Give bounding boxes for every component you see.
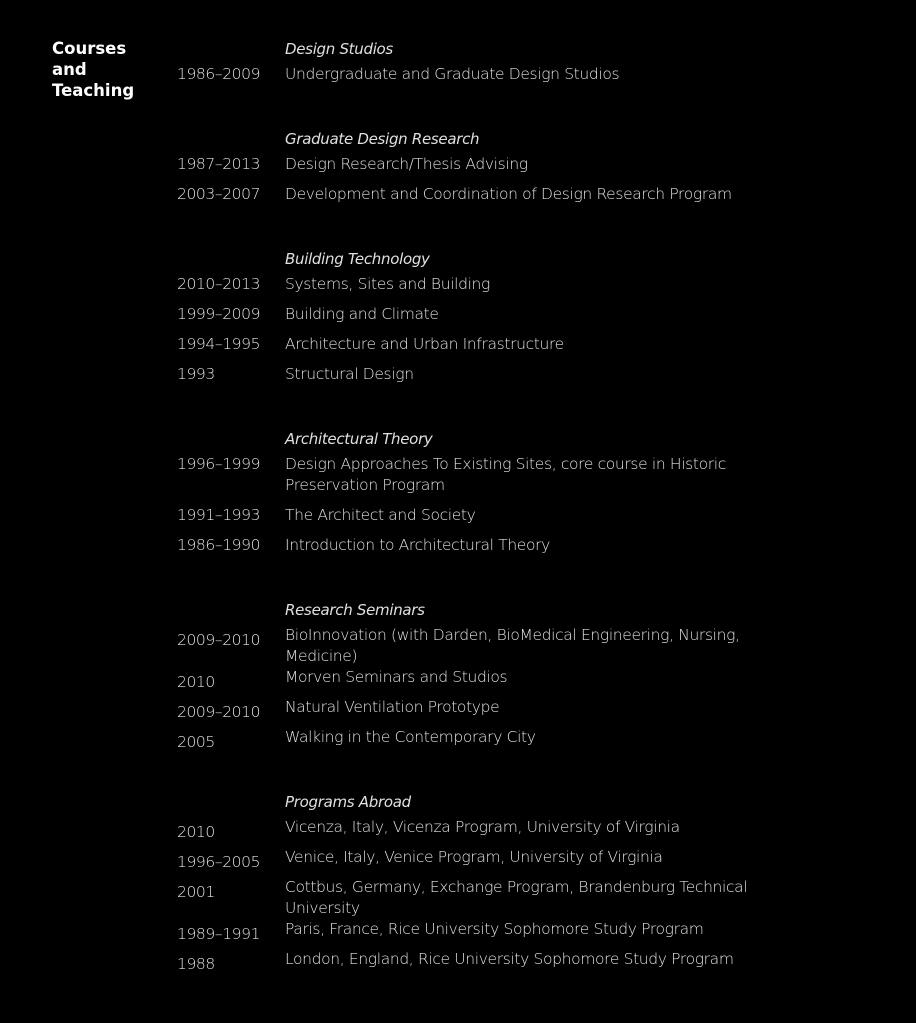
course-row xyxy=(177,727,817,757)
course-years: 2010 xyxy=(177,823,215,841)
heading-line: and xyxy=(52,60,87,79)
section-title: Research Seminars xyxy=(285,601,425,619)
course-title: Venice, Italy, Venice Program, University of Virginia xyxy=(285,848,663,866)
course-row xyxy=(177,697,817,727)
course-title: Structural Design xyxy=(285,365,414,383)
course-years: 1986–1990 xyxy=(177,536,261,554)
course-row xyxy=(177,667,817,697)
section-architectural-theory xyxy=(177,428,817,565)
course-row xyxy=(177,625,817,667)
course-row xyxy=(177,535,817,565)
course-row xyxy=(177,304,817,334)
course-title: Morven Seminars and Studios xyxy=(285,668,508,686)
course-title: Design Approaches To Existing Sites, core course in Historic Preservation Program xyxy=(285,455,726,494)
heading-line: Courses xyxy=(52,39,127,58)
section-graduate-design-research xyxy=(177,128,817,214)
course-row xyxy=(177,184,817,214)
section-title: Programs Abroad xyxy=(285,793,411,811)
course-title: Development and Coordination of Design Research Program xyxy=(285,185,732,203)
section-title: Graduate Design Research xyxy=(285,130,480,148)
course-row xyxy=(177,334,817,364)
course-years: 2010–2013 xyxy=(177,275,261,293)
course-row xyxy=(177,454,817,505)
course-title: Undergraduate and Graduate Design Studios xyxy=(285,65,620,83)
course-row xyxy=(177,817,817,847)
course-years: 1996–1999 xyxy=(177,455,261,473)
course-years: 1989–1991 xyxy=(177,925,261,943)
section-programs-abroad xyxy=(177,791,817,979)
section-research-seminars xyxy=(177,599,817,757)
course-years: 1988 xyxy=(177,955,215,973)
course-title: Paris, France, Rice University Sophomore Study Program xyxy=(285,920,704,938)
section-title: Design Studios xyxy=(285,40,393,58)
section-title: Architectural Theory xyxy=(285,430,433,448)
course-row xyxy=(177,847,817,877)
heading-line: Teaching xyxy=(52,81,135,100)
course-title: Vicenza, Italy, Vicenza Program, University of Virginia xyxy=(285,818,680,836)
course-years: 2010 xyxy=(177,673,215,691)
course-title: Design Research/Thesis Advising xyxy=(285,155,528,173)
course-title: BioInnovation (with Darden, BioMedical Engineering, Nursing, Medicine) xyxy=(285,626,740,665)
course-row xyxy=(177,64,817,94)
course-row xyxy=(177,274,817,304)
course-years: 1991–1993 xyxy=(177,506,261,524)
section-design-studios xyxy=(177,38,817,94)
course-title: Introduction to Architectural Theory xyxy=(285,536,550,554)
course-row xyxy=(177,154,817,184)
course-years: 1996–2005 xyxy=(177,853,261,871)
course-years: 1993 xyxy=(177,365,215,383)
course-years: 2009–2010 xyxy=(177,631,261,649)
course-row xyxy=(177,949,817,979)
course-row xyxy=(177,919,817,949)
course-title: The Architect and Society xyxy=(285,506,476,524)
course-years: 1994–1995 xyxy=(177,335,261,353)
course-title: Walking in the Contemporary City xyxy=(285,728,536,746)
course-years: 2009–2010 xyxy=(177,703,261,721)
course-title: Natural Ventilation Prototype xyxy=(285,698,500,716)
course-row xyxy=(177,364,817,394)
courses-list xyxy=(177,38,817,1013)
section-building-technology xyxy=(177,248,817,394)
section-title: Building Technology xyxy=(285,250,430,268)
course-row xyxy=(177,877,817,919)
course-years: 2005 xyxy=(177,733,215,751)
course-row xyxy=(177,505,817,535)
course-title: Systems, Sites and Building xyxy=(285,275,490,293)
course-title: Cottbus, Germany, Exchange Program, Brandenburg Technical University xyxy=(285,878,748,917)
course-title: Building and Climate xyxy=(285,305,439,323)
course-title: London, England, Rice University Sophomore Study Program xyxy=(285,950,734,968)
course-years: 2001 xyxy=(177,883,215,901)
course-years: 1987–2013 xyxy=(177,155,261,173)
course-years: 1986–2009 xyxy=(177,65,261,83)
course-years: 2003–2007 xyxy=(177,185,261,203)
page-heading xyxy=(52,38,134,101)
course-years: 1999–2009 xyxy=(177,305,261,323)
course-title: Architecture and Urban Infrastructure xyxy=(285,335,564,353)
